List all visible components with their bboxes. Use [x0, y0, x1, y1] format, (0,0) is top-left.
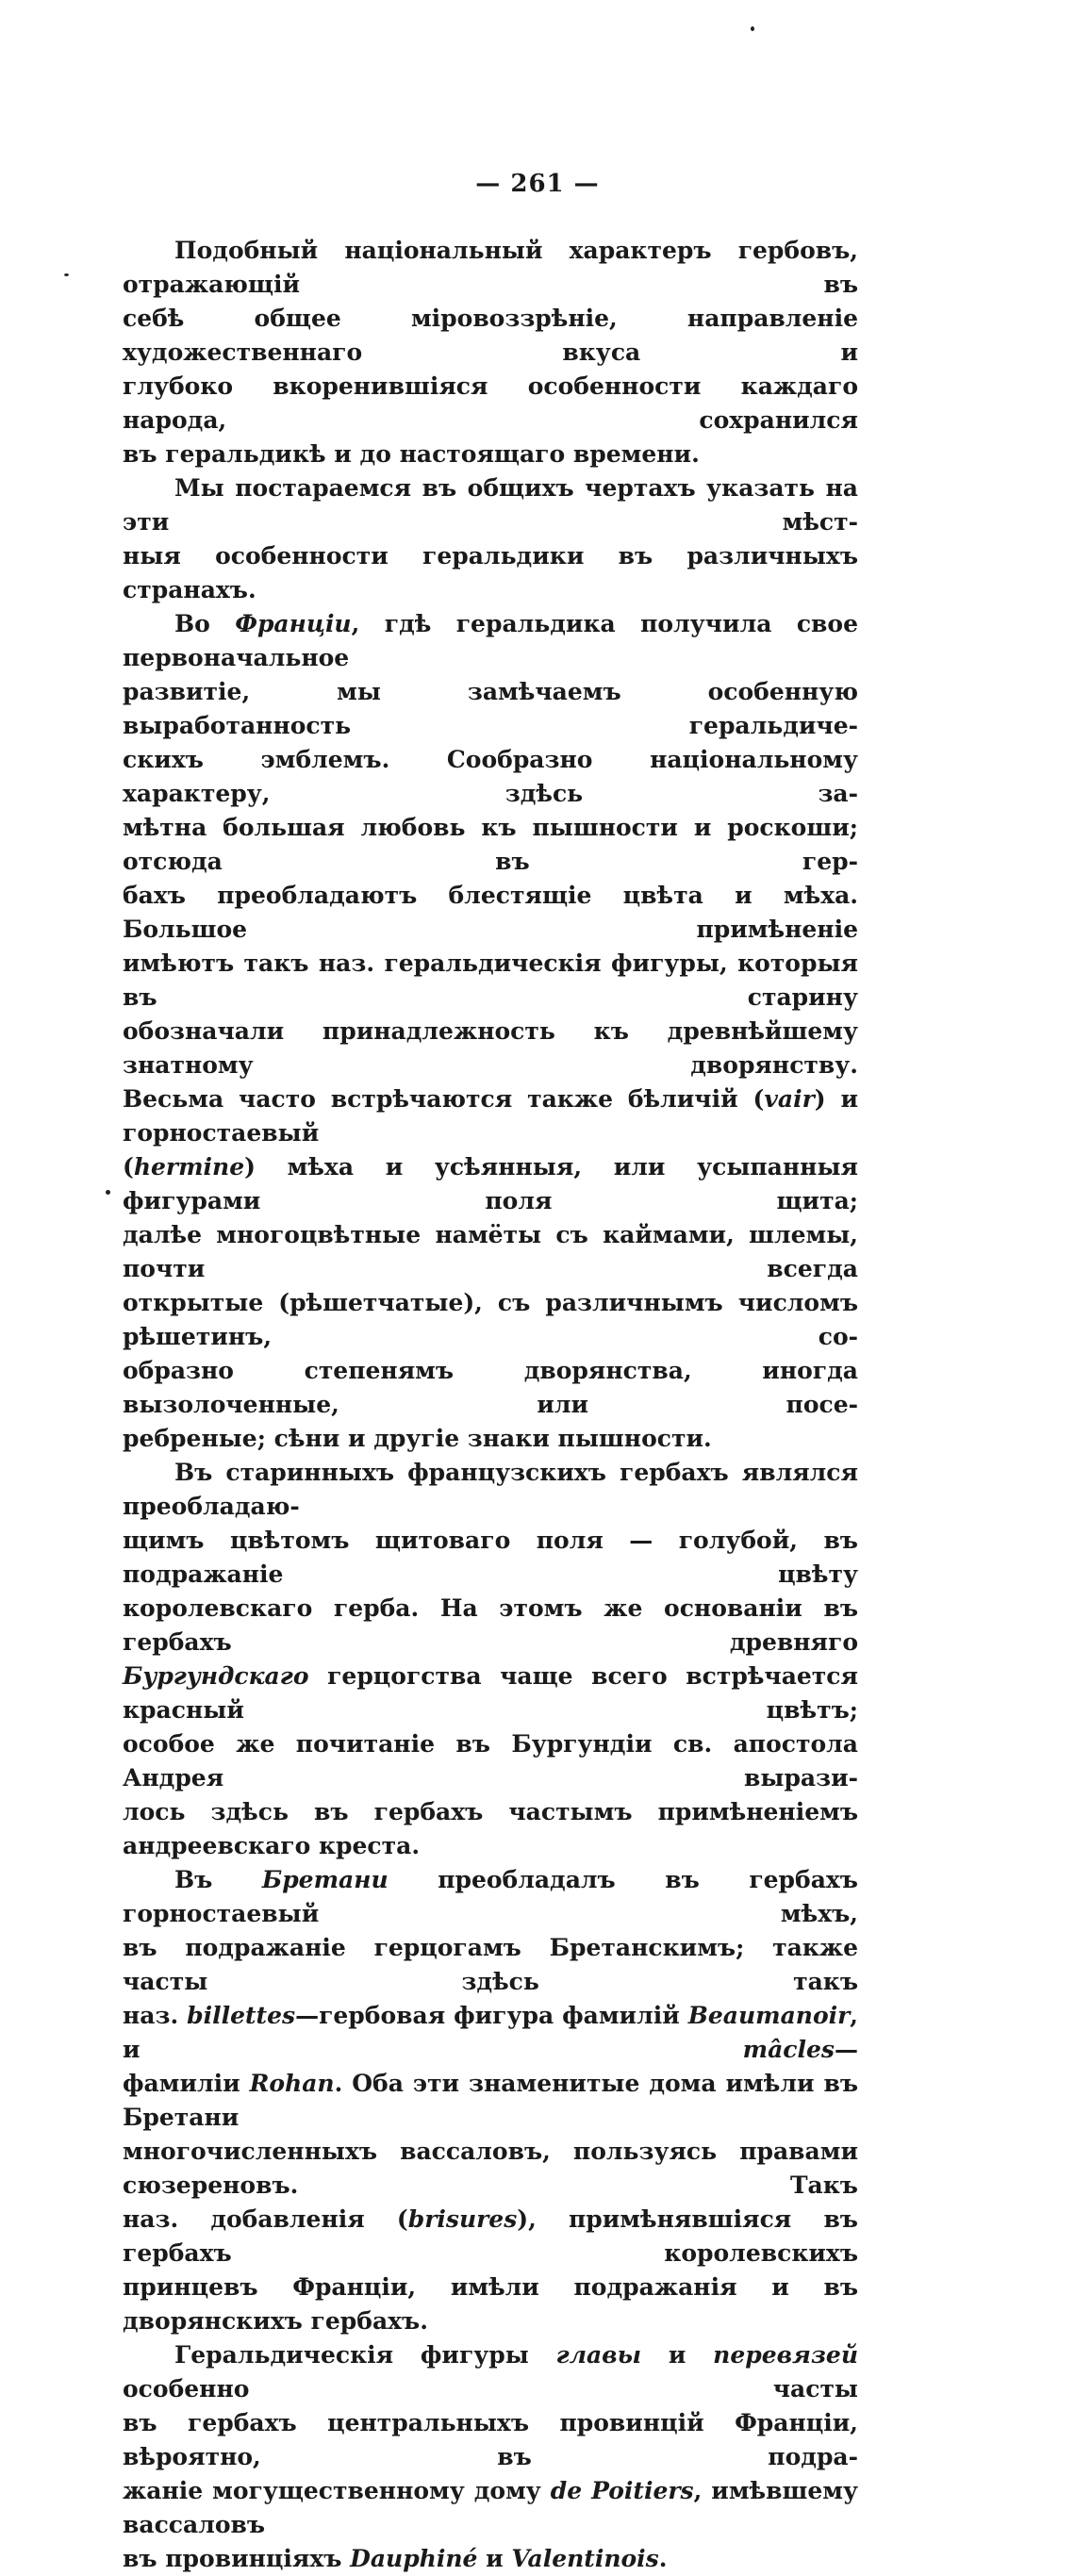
paragraph	[123, 607, 858, 1456]
text-line: бахъ преобладаютъ блестящіе цвѣта и мѣха. Большое примѣненіе	[123, 882, 858, 943]
text-line: имѣютъ такъ наз. геральдическія фигуры, которыя въ старину	[123, 949, 858, 1011]
text-line: глубоко вкоренившіяся особенности каждаго народа, сохранился	[123, 372, 858, 434]
text-line: Въ Бретани преобладалъ въ гербахъ горностаевый мѣхъ,	[123, 1866, 858, 1927]
paragraph	[123, 2338, 858, 2576]
text-line: наз. добавленія (brisures), примѣнявшіяся въ гербахъ королевскихъ	[123, 2205, 858, 2267]
text-line: ныя особенности геральдики въ различныхъ странахъ.	[123, 542, 858, 603]
text-line: (hermine) мѣха и усѣянныя, или усыпанныя фигурами поля щита;	[123, 1153, 858, 1214]
text-line: Весьма часто встрѣчаются также бѣличій (vair) и горностаевый	[123, 1085, 858, 1147]
text-line: многочисленныхъ вассаловъ, пользуясь правами сюзереновъ. Такъ	[123, 2138, 858, 2199]
text-line: Подобный національный характеръ гербовъ, отражающій въ	[123, 237, 858, 298]
paragraph	[123, 1863, 858, 2338]
text-line: развитіе, мы замѣчаемъ особенную выработанность геральдиче-	[123, 678, 858, 739]
page-number: — 261 —	[475, 170, 600, 198]
text-line: мѣтна большая любовь къ пышности и роскоши; отсюда въ гер-	[123, 814, 858, 875]
text-line: себѣ общее міровоззрѣніе, направленіе художественнаго вкуса и	[123, 305, 858, 366]
paragraph	[123, 234, 858, 471]
text-line: Во Франціи, гдѣ геральдика получила свое первоначальное	[123, 610, 858, 671]
dust-speck	[64, 273, 69, 276]
paragraph	[123, 471, 858, 607]
text-line: жаніе могущественному дому de Poitiers, имѣвшему вассаловъ	[123, 2477, 858, 2538]
text-line: въ подражаніе герцогамъ Бретанскимъ; также часты здѣсь такъ	[123, 1934, 858, 1995]
text-line: лось здѣсь въ гербахъ частымъ примѣненіемъ андреевскаго креста.	[123, 1798, 858, 1859]
text-line: Геральдическія фигуры главы и перевязей особенно часты	[123, 2341, 858, 2403]
text-line: щимъ цвѣтомъ щитоваго поля — голубой, въ подражаніе цвѣту	[123, 1527, 858, 1588]
dust-speck	[106, 1190, 110, 1195]
text-line: въ гербахъ центральныхъ провинцій Франціи, вѣроятно, въ подра-	[123, 2409, 858, 2470]
text-line: Мы постараемся въ общихъ чертахъ указать на эти мѣст-	[123, 474, 858, 536]
text-line: ребреные; сѣни и другіе знаки пышности.	[123, 1425, 712, 1452]
text-line: обозначали принадлежность къ древнѣйшему знатному дворянству.	[123, 1017, 858, 1079]
text-line: принцевъ Франціи, имѣли подражанія и въ дворянскихъ гербахъ.	[123, 2273, 858, 2335]
text-line: Въ старинныхъ французскихъ гербахъ являлся преобладаю-	[123, 1459, 858, 1520]
dust-speck	[751, 26, 754, 31]
text-line: въ геральдикѣ и до настоящаго времени.	[123, 440, 700, 468]
text-line: въ провинціяхъ Dauphiné и Valentinois.	[123, 2545, 668, 2572]
text-line: королевскаго герба. На этомъ же основаніи въ гербахъ древняго	[123, 1594, 858, 1656]
text-line: особое же почитаніе въ Бургундіи св. апостола Андрея вырази-	[123, 1730, 858, 1792]
text-line: скихъ эмблемъ. Сообразно національному характеру, здѣсь за-	[123, 746, 858, 807]
text-line: фамиліи Rohan. Оба эти знаменитые дома имѣли въ Бретани	[123, 2070, 859, 2131]
body-text	[123, 234, 858, 2576]
text-line: открытые (рѣшетчатые), съ различнымъ числомъ рѣшетинъ, со-	[123, 1289, 858, 1350]
text-line: Бургундскаго герцогства чаще всего встрѣчается красный цвѣтъ;	[123, 1662, 858, 1724]
text-line: далѣе многоцвѣтные намёты съ каймами, шлемы, почти всегда	[123, 1221, 858, 1282]
text-line: наз. billettes—гербовая фигура фамилій Beaumanoir, и mâcles—	[123, 2002, 859, 2063]
text-line: образно степенямъ дворянства, иногда вызолоченные, или посе-	[123, 1357, 858, 1418]
paragraph	[123, 1456, 858, 1863]
